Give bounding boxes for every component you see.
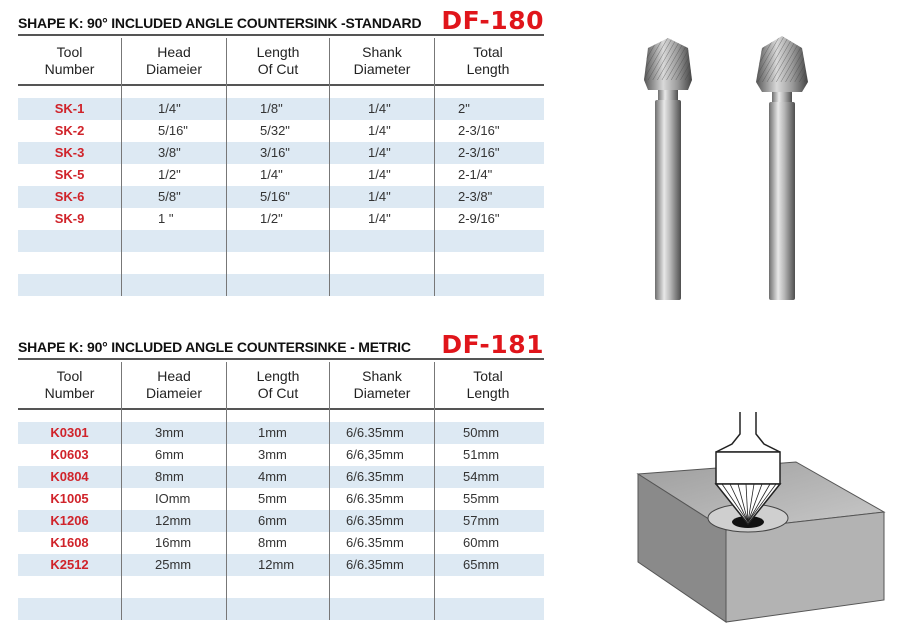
- total-length-cell: 55mm: [463, 491, 500, 506]
- length-of-cut-cell: 3mm: [258, 447, 287, 462]
- tool-number-cell: SK-9: [54, 211, 85, 226]
- spec-table: [18, 38, 544, 296]
- length-of-cut-cell: 1mm: [258, 425, 287, 440]
- head-diameter-cell: 3/8": [158, 145, 181, 160]
- table-row: [18, 532, 544, 554]
- section-title: SHAPE K: 90° INCLUDED ANGLE COUNTERSINKE - METRIC: [18, 339, 411, 355]
- total-length-cell: 2-1/4": [458, 167, 493, 182]
- total-length-cell: 60mm: [463, 535, 500, 550]
- tool-number-cell: K1608: [50, 535, 89, 550]
- column-divider: [434, 362, 435, 620]
- tool-number-cell: K0301: [50, 425, 89, 440]
- length-of-cut-cell: 1/2": [260, 211, 283, 226]
- countersink-diagram-icon: [636, 412, 886, 626]
- shank-diameter-cell: 6/6.35mm: [346, 513, 404, 528]
- column-divider: [329, 38, 330, 296]
- section-title-row: [18, 328, 544, 360]
- table-header: [18, 362, 544, 410]
- header-tool-number: Tool Number: [44, 44, 95, 77]
- table-row: [18, 510, 544, 532]
- tool-number-cell: SK-3: [54, 145, 85, 160]
- header-head-diameter: Head Diameier: [145, 44, 202, 77]
- column-divider: [121, 362, 122, 620]
- table-row: [18, 466, 544, 488]
- column-divider: [226, 362, 227, 620]
- head-diameter-cell: 1/4": [158, 101, 181, 116]
- tool-number-cell: K1206: [50, 513, 89, 528]
- table-row: [18, 98, 544, 120]
- tool-number-cell: SK-1: [54, 101, 85, 116]
- length-of-cut-cell: 1/4": [260, 167, 283, 182]
- catalog-code: DF-180: [441, 6, 544, 35]
- table-row: [18, 164, 544, 186]
- header-total-length: Total Length: [466, 44, 510, 77]
- head-diameter-cell: 25mm: [155, 557, 192, 572]
- head-diameter-cell: 12mm: [155, 513, 192, 528]
- head-diameter-cell: 1 ": [158, 211, 174, 226]
- tool-number-cell: K0804: [50, 469, 89, 484]
- table-row: [18, 208, 544, 230]
- table-header: [18, 38, 544, 86]
- tool-number-cell: SK-2: [54, 123, 85, 138]
- total-length-cell: 57mm: [463, 513, 500, 528]
- table-body: [18, 410, 544, 620]
- tool-number-cell: K0603: [50, 447, 89, 462]
- table-row-empty: [18, 576, 544, 598]
- length-of-cut-cell: 4mm: [258, 469, 287, 484]
- shank-diameter-cell: 6/6.35mm: [346, 491, 404, 506]
- length-of-cut-cell: 3/16": [260, 145, 290, 160]
- shank-diameter-cell: 1/4": [368, 145, 391, 160]
- head-diameter-cell: 16mm: [155, 535, 192, 550]
- header-length-of-cut: Length Of Cut: [256, 368, 300, 401]
- column-divider: [226, 38, 227, 296]
- shank-diameter-cell: 6/6.35mm: [346, 469, 404, 484]
- total-length-cell: 51mm: [463, 447, 500, 462]
- total-length-cell: 50mm: [463, 425, 500, 440]
- shank-diameter-cell: 6/6.35mm: [346, 425, 404, 440]
- header-shank-diameter: Shank Diameter: [353, 368, 411, 401]
- table-row-empty: [18, 230, 544, 252]
- header-shank-diameter: Shank Diameter: [353, 44, 411, 77]
- table-row-empty: [18, 274, 544, 296]
- tool-number-cell: K1005: [50, 491, 89, 506]
- total-length-cell: 2-9/16": [458, 211, 500, 226]
- table-row: [18, 488, 544, 510]
- table-row: [18, 422, 544, 444]
- header-tool-number: Tool Number: [44, 368, 95, 401]
- shank-diameter-cell: 1/4": [368, 101, 391, 116]
- head-diameter-cell: 5/16": [158, 123, 188, 138]
- length-of-cut-cell: 6mm: [258, 513, 287, 528]
- shank-diameter-cell: 6/6,35mm: [346, 447, 404, 462]
- shank-diameter-cell: 6/6.35mm: [346, 557, 404, 572]
- total-length-cell: 2": [458, 101, 470, 116]
- shank-diameter-cell: 1/4": [368, 189, 391, 204]
- shank-diameter-cell: 1/4": [368, 123, 391, 138]
- head-diameter-cell: 5/8": [158, 189, 181, 204]
- shank-diameter-cell: 6/6.35mm: [346, 535, 404, 550]
- total-length-cell: 65mm: [463, 557, 500, 572]
- shank-diameter-cell: 1/4": [368, 167, 391, 182]
- table-row-empty: [18, 598, 544, 620]
- length-of-cut-cell: 1/8": [260, 101, 283, 116]
- total-length-cell: 2-3/16": [458, 123, 500, 138]
- table-row: [18, 120, 544, 142]
- table-section-metric: [18, 328, 544, 620]
- total-length-cell: 2-3/8": [458, 189, 493, 204]
- length-of-cut-cell: 8mm: [258, 535, 287, 550]
- table-row-empty: [18, 252, 544, 274]
- countersink-burr-photo-icon: [612, 30, 852, 305]
- head-diameter-cell: IOmm: [155, 491, 191, 506]
- spec-table: [18, 362, 544, 620]
- catalog-code: DF-181: [441, 330, 544, 359]
- table-section-standard: [18, 4, 544, 296]
- section-title-row: [18, 4, 544, 36]
- column-divider: [121, 38, 122, 296]
- tool-number-cell: SK-6: [54, 189, 85, 204]
- total-length-cell: 54mm: [463, 469, 500, 484]
- head-diameter-cell: 1/2": [158, 167, 181, 182]
- length-of-cut-cell: 5/16": [260, 189, 290, 204]
- table-row: [18, 142, 544, 164]
- tool-number-cell: SK-5: [54, 167, 85, 182]
- head-diameter-cell: 3mm: [155, 425, 184, 440]
- head-diameter-cell: 8mm: [155, 469, 184, 484]
- column-divider: [434, 38, 435, 296]
- shank-diameter-cell: 1/4": [368, 211, 391, 226]
- table-body: [18, 86, 544, 296]
- table-row: [18, 186, 544, 208]
- header-total-length: Total Length: [466, 368, 510, 401]
- length-of-cut-cell: 5/32": [260, 123, 290, 138]
- head-diameter-cell: 6mm: [155, 447, 184, 462]
- total-length-cell: 2-3/16": [458, 145, 500, 160]
- table-row: [18, 444, 544, 466]
- length-of-cut-cell: 5mm: [258, 491, 287, 506]
- header-head-diameter: Head Diameier: [145, 368, 202, 401]
- table-row: [18, 554, 544, 576]
- length-of-cut-cell: 12mm: [258, 557, 295, 572]
- column-divider: [329, 362, 330, 620]
- tool-number-cell: K2512: [50, 557, 89, 572]
- section-title: SHAPE K: 90° INCLUDED ANGLE COUNTERSINK -STANDARD: [18, 15, 422, 31]
- header-length-of-cut: Length Of Cut: [256, 44, 300, 77]
